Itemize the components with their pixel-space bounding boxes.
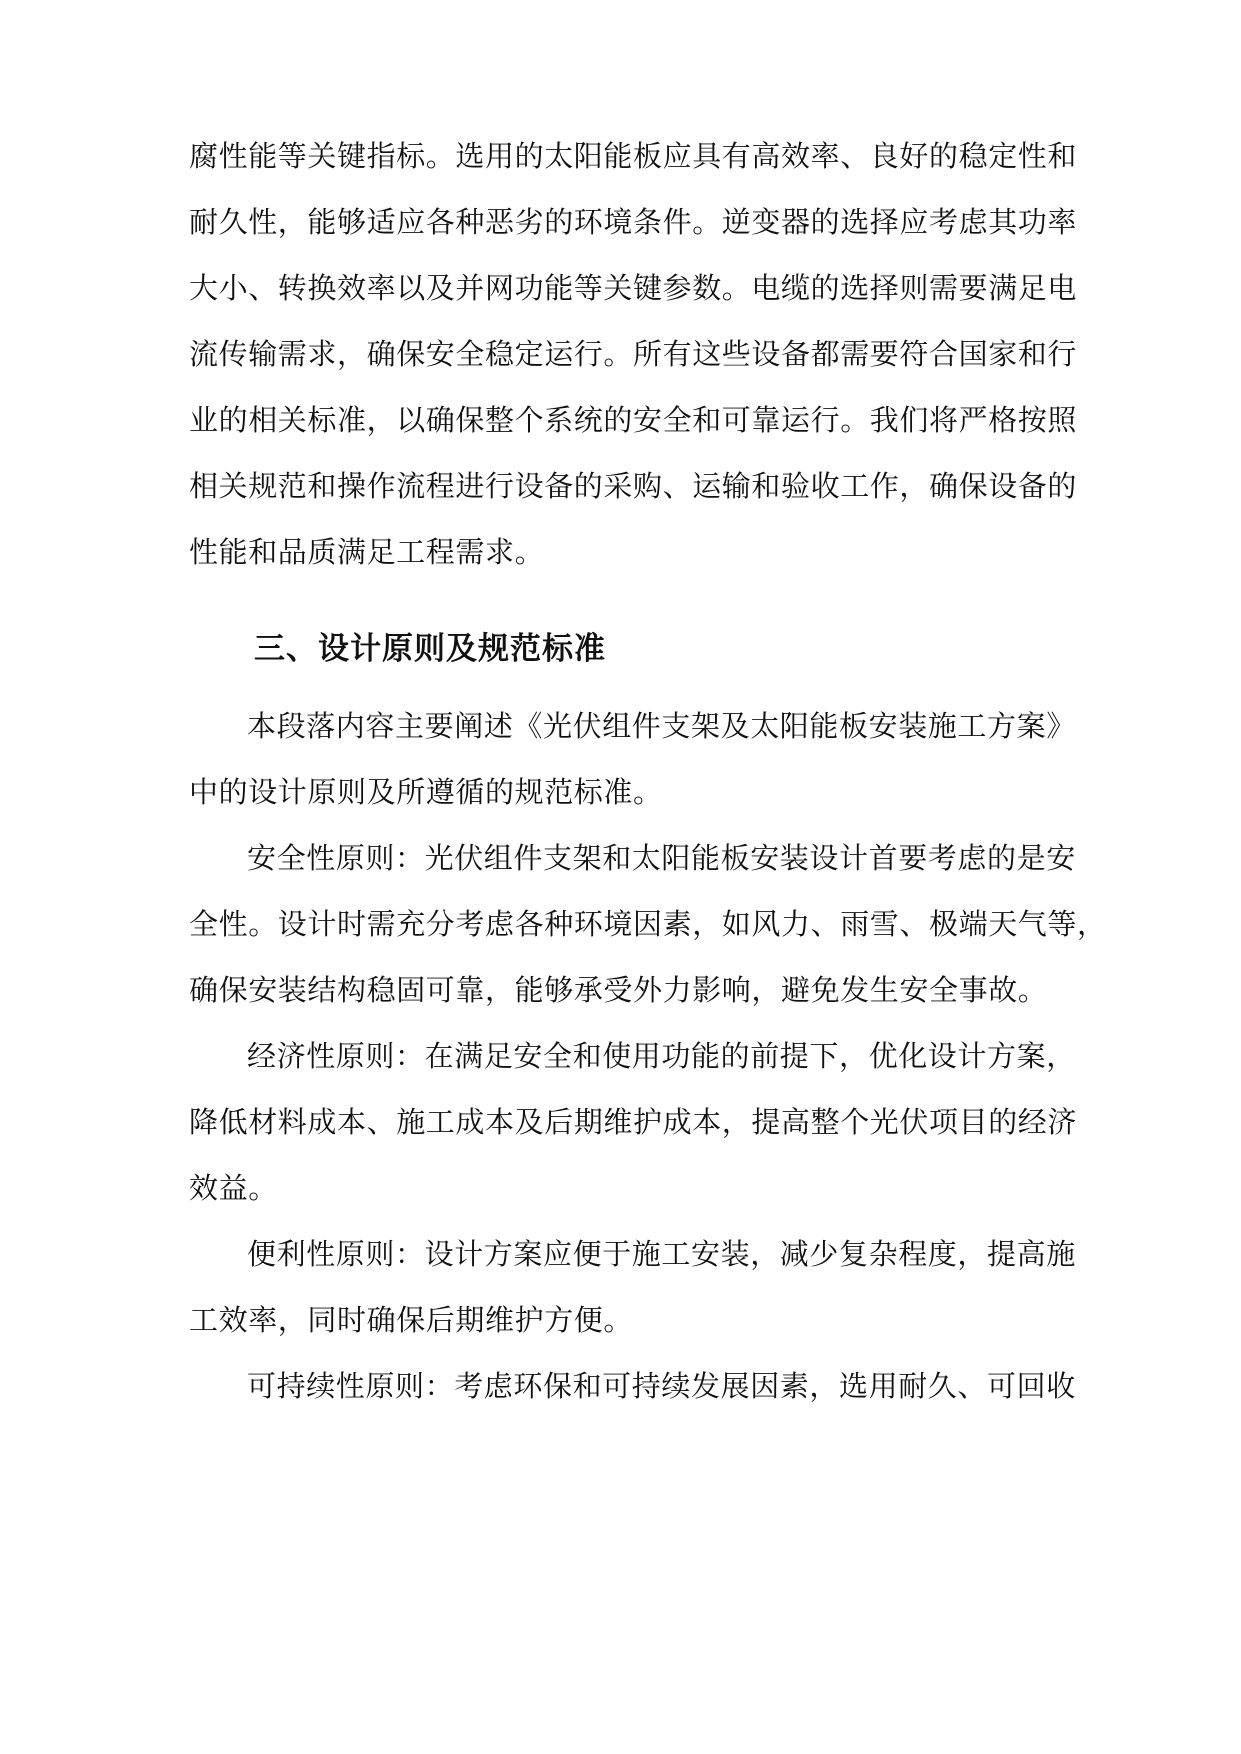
text-line: 便利性原则：设计方案应便于施工安装，减少复杂程度，提高施 [247, 1237, 1076, 1271]
text-line: 大小、转换效率以及并网功能等关键参数。电缆的选择则需要满足电 [189, 271, 1078, 305]
text-line: 降低材料成本、施工成本及后期维护成本，提高整个光伏项目的经济 [189, 1105, 1078, 1139]
text-line: 中的设计原则及所遵循的规范标准。 [189, 775, 663, 809]
text-line: 全性。设计时需充分考虑各种环境因素，如风力、雨雪、极端天气等， [189, 907, 1107, 941]
text-line: 可持续性原则：考虑环保和可持续发展因素，选用耐久、可回收 [247, 1369, 1076, 1403]
text-line: 安全性原则：光伏组件支架和太阳能板安装设计首要考虑的是安 [247, 841, 1076, 875]
text-line: 耐久性，能够适应各种恶劣的环境条件。逆变器的选择应考虑其功率 [189, 205, 1078, 239]
text-line: 流传输需求，确保安全稳定运行。所有这些设备都需要符合国家和行 [189, 337, 1078, 371]
text-line: 性能和品质满足工程需求。 [189, 535, 545, 569]
text-line: 业的相关标准，以确保整个系统的安全和可靠运行。我们将严格按照 [189, 403, 1078, 437]
section-heading: 三、设计原则及规范标准 [254, 631, 606, 667]
text-line: 相关规范和操作流程进行设备的采购、运输和验收工作，确保设备的 [189, 469, 1078, 503]
text-line: 确保安装结构稳固可靠，能够承受外力影响，避免发生安全事故。 [189, 973, 1048, 1007]
text-line: 工效率，同时确保后期维护方便。 [189, 1303, 634, 1337]
text-line: 经济性原则：在满足安全和使用功能的前提下，优化设计方案， [247, 1039, 1076, 1073]
text-line: 本段落内容主要阐述《光伏组件支架及太阳能板安装施工方案》 [247, 709, 1076, 743]
text-line: 效益。 [189, 1171, 278, 1205]
text-line: 腐性能等关键指标。选用的太阳能板应具有高效率、良好的稳定性和 [189, 139, 1078, 173]
